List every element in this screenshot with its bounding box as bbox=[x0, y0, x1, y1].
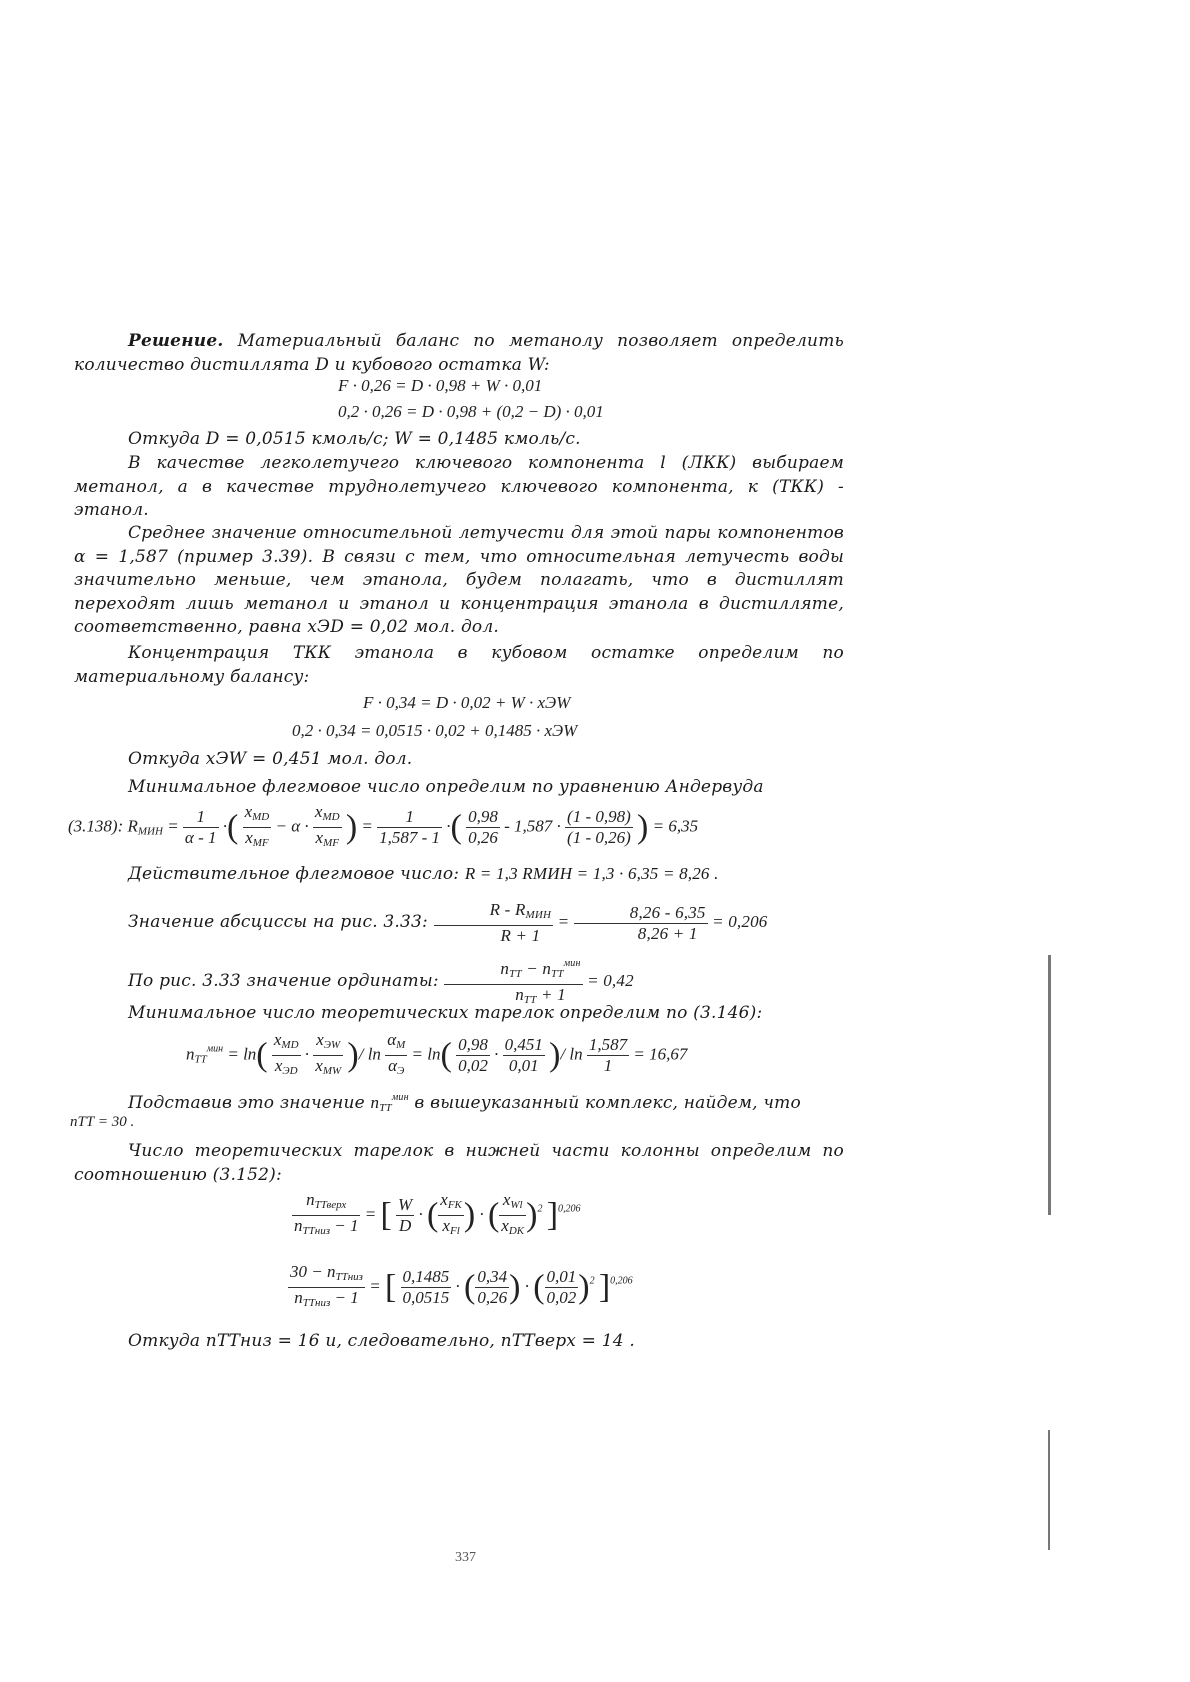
scan-edge-shadow bbox=[1048, 955, 1051, 1215]
paragraph-ordinate: По рис. 3.33 значение ординаты: $\frac{n_{ТТ} - n_{ТТ}^{мин}}{n_{ТТ} + 1}$ = 0,42 bbox=[74, 954, 844, 1010]
frac-1-over-alpha: $\frac{1}{\alpha - 1}$ bbox=[184, 807, 217, 847]
paragraph-relative-volatility: Среднее значение относительной летучести для этой пары компонентов α = 1,587 (пример 3.39). В связи с тем, что относительная летучесть воды значительно меньше, чем этанола, будем полагать, что в дистиллят переходят лишь метанол и этанол и концентрация этанола в дистилляте, соответственно, равна xЭD = 0,02 мол. дол. bbox=[74, 523, 844, 637]
page-number: 337 bbox=[455, 1550, 476, 1565]
formula-underwood: (3.138): $R_{МИН}$ = $\frac{1}{\alpha - 1}$ ·( $\frac{x_{MD}}{x_{MF}}$ − α · $\frac{x_{MD}}{x_{MF}}$ ) = $\frac{1}{1,587 - 1}$ ·( $\frac{0,98}{0,26}$ - 1,587 · $\frac{(1 - 0,98)}{(1 - 0,26)}$ ) = 6,35 bbox=[68, 802, 699, 849]
formula-balance-3: F · 0,34 = D · 0,02 + W · xЭW bbox=[363, 693, 571, 712]
formula-actual-reflux: R = 1,3 RМИН = 1,3 · 6,35 = 8,26 . bbox=[464, 864, 719, 883]
underwood-result: = 6,35 bbox=[652, 816, 699, 836]
scan-edge-shadow-lower bbox=[1048, 1430, 1050, 1550]
paragraph-actual-reflux: Действительное флегмовое число: R = 1,3 RМИН = 1,3 · 6,35 = 8,26 . bbox=[128, 864, 719, 884]
formula-fenske: $n_{ТТ}^{мин} = \ln$( $\frac{x_{MD}}{x_{ЭD}}$ · $\frac{x_{ЭW}}{x_{MW}}$ )/ ln $\frac{\alpha_M}{\alpha_Э}$ = ln( $\frac{0,98}{0,02}$ · $\frac{0,451}{0,01}$ )/ ln $\frac{1,587}{1}$ = 16,67 bbox=[186, 1030, 688, 1077]
equation-label-3-138: (3.138): bbox=[68, 816, 124, 836]
paragraph-result: Откуда nТТниз = 16 и, следовательно, nТТверх = 14 . bbox=[128, 1331, 635, 1351]
paragraph-lower-section: Число теоретических тарелок в нижней части колонны определим по соотношению (3.152): bbox=[74, 1141, 844, 1185]
formula-balance-1: F · 0,26 = D · 0,98 + W · 0,01 bbox=[338, 376, 543, 395]
formula-ntt-30: nТТ = 30 . bbox=[70, 1114, 135, 1130]
formula-balance-4: 0,2 · 0,34 = 0,0515 · 0,02 + 0,1485 · xЭW bbox=[292, 721, 578, 740]
solution-text: Материальный баланс по метанолу позволяет определить количество дистиллята D и кубового остатка W: bbox=[74, 331, 844, 375]
formula-kirkbride-general: $\frac{n_{ТТверх}}{n_{ТТниз} - 1}$ = [ $\frac{W}{D}$ · ( $\frac{x_{FK}}{x_{Fl}}$ ) · ( $\frac{x_{Wl}}{x_{DK}}$ )$^2$ ]$^{0,206}$ bbox=[294, 1190, 581, 1237]
paragraph-d-w-values: Откуда D = 0,0515 кмоль/с; W = 0,1485 кмоль/с. bbox=[128, 429, 581, 449]
paragraph-underwood: Минимальное флегмовое число определим по уравнению Андервуда bbox=[128, 777, 764, 797]
paragraph-xew-value: Откуда xЭW = 0,451 мол. дол. bbox=[128, 749, 413, 769]
formula-kirkbride-numeric: $\frac{30 - n_{ТТниз}}{n_{ТТниз} - 1}$ = [ $\frac{0,1485}{0,0515}$ · ( $\frac{0,34}{0,26}$ ) · ( $\frac{0,01}{0,02}$ )$^2$ ]$^{0,206}$ bbox=[290, 1262, 633, 1309]
solution-label: Решение. bbox=[128, 331, 224, 351]
paragraph-substitute: Подставив это значение $n_{ТТ}^{мин}$ в вышеуказанный комплекс, найдем, что bbox=[128, 1092, 801, 1114]
formula-ordinate: $\frac{n_{ТТ} - n_{ТТ}^{мин}}{n_{ТТ} + 1}$ = 0,42 bbox=[444, 971, 633, 990]
formula-balance-2: 0,2 · 0,26 = D · 0,98 + (0,2 − D) · 0,01 bbox=[338, 402, 604, 421]
paragraph-concentration-tkk: Концентрация ТКК этанола в кубовом остатке определим по материальному балансу: bbox=[74, 643, 844, 687]
formula-abscissa: $\frac{R - R_{МИН}}{R + 1}$ = $\frac{8,26 - 6,35}{8,26 + 1}$ = 0,206 bbox=[434, 912, 768, 931]
paragraph-min-plates: Минимальное число теоретических тарелок определим по (3.146): bbox=[128, 1003, 763, 1023]
paragraph-abscissa: Значение абсциссы на рис. 3.33: $\frac{R - R_{МИН}}{R + 1}$ = $\frac{8,26 - 6,35}{8,26 + 1}$ = 0,206 bbox=[128, 900, 768, 945]
paragraph-solution-intro bbox=[74, 330, 844, 377]
paragraph-key-components: В качестве легколетучего ключевого компонента l (ЛКК) выбираем метанол, а в качестве труднолетучего ключевого компонента, к (ТКК) - этанол. bbox=[74, 453, 844, 520]
